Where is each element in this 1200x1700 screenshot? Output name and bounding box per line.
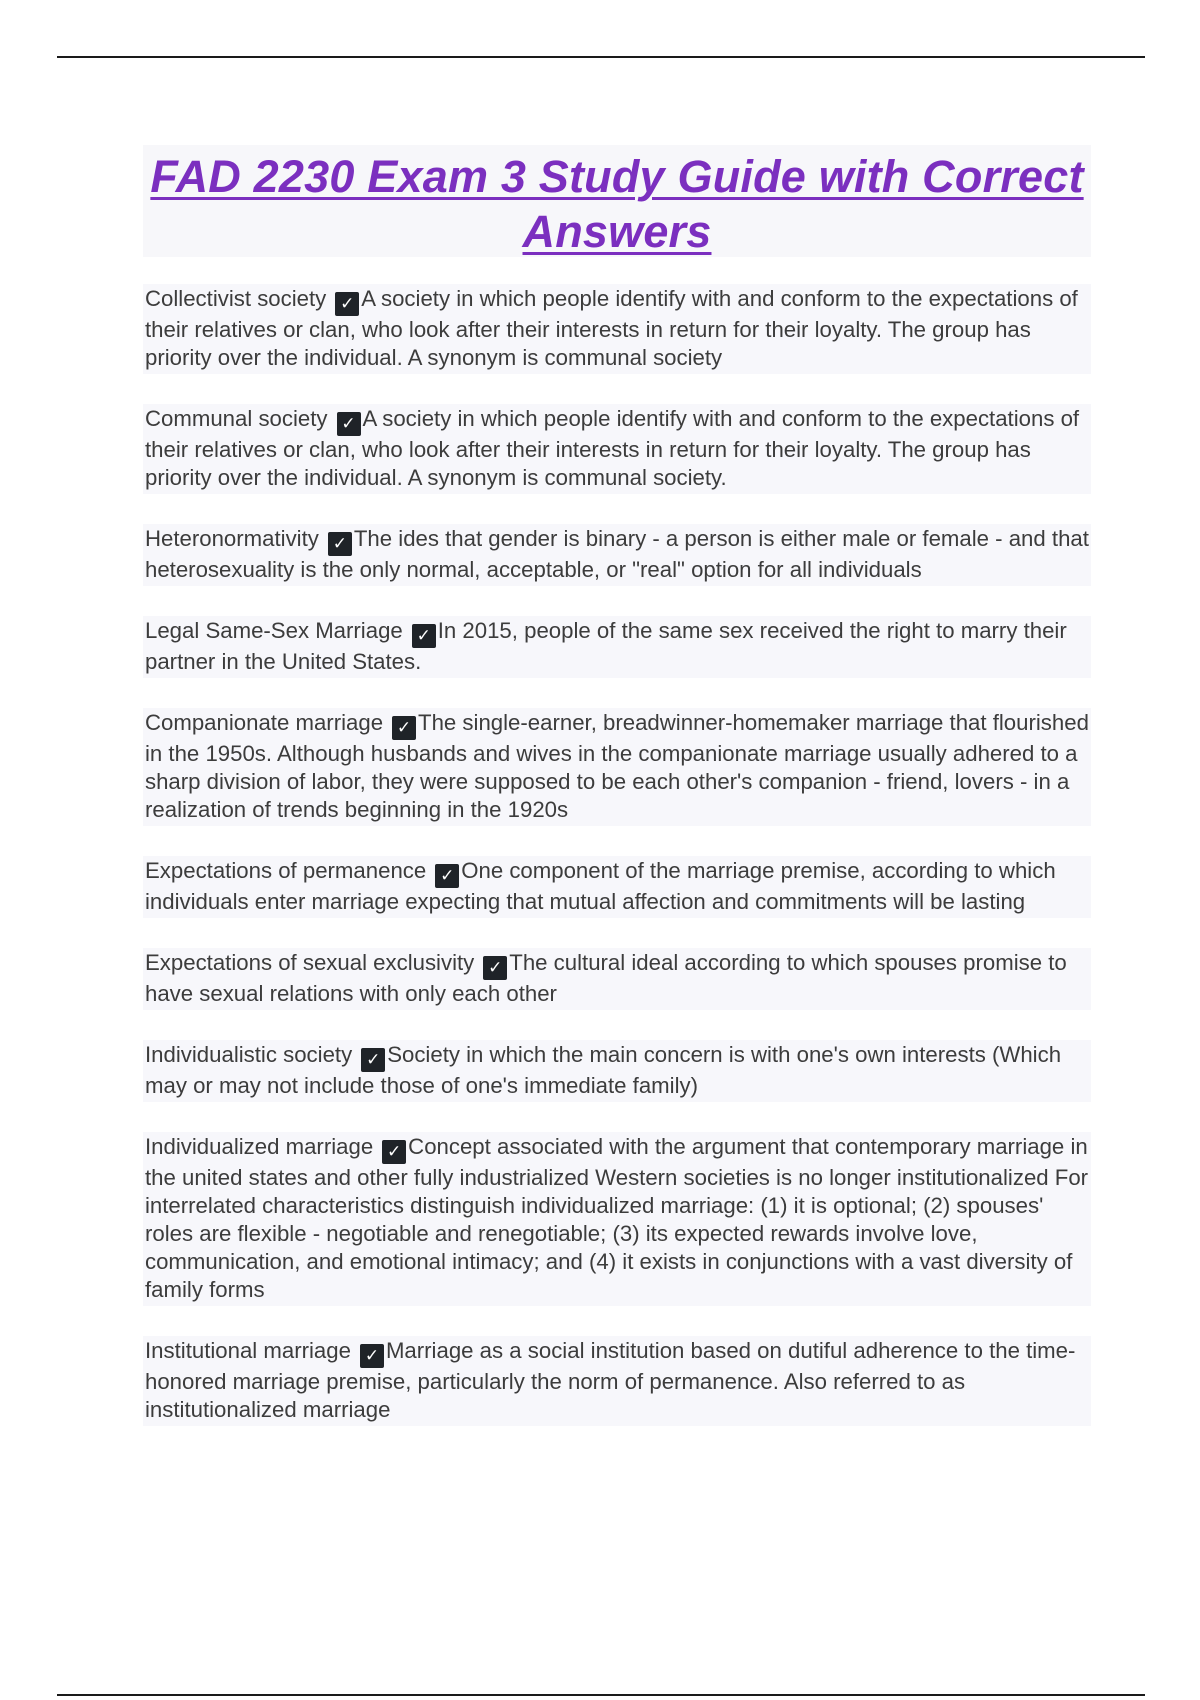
entry-heteronormativity (143, 524, 1091, 586)
check-icon: ✓ (361, 1048, 385, 1072)
check-icon: ✓ (392, 716, 416, 740)
title-box (143, 145, 1091, 257)
entry-legal-same-sex-marriage (143, 616, 1091, 678)
entry-definition: Marriage as a social institution based on dutiful adherence to the time-honored marriage premise, particularly the norm of permanence. Also referred to as institutionalized marriage (145, 1338, 1076, 1422)
entry-collectivist-society (143, 284, 1091, 374)
entry-term: Heteronormativity (145, 526, 319, 551)
entry-definition: The single-earner, breadwinner-homemaker marriage that flourished in the 1950s. Although husbands and wives in the companionate marriage usually adhered to a sharp division of labor, they were supposed to be each other's companion - friend, lovers - in a realization of trends beginning in the 1920s (145, 710, 1089, 822)
entry-definition: A society in which people identify with and conform to the expectations of their relatives or clan, who look after their interests in return for their loyalty. The group has priority over the individual. A synonym is communal society. (145, 406, 1080, 490)
entry-term: Legal Same-Sex Marriage (145, 618, 403, 643)
entry-individualistic-society (143, 1040, 1091, 1102)
check-icon: ✓ (328, 532, 352, 556)
check-icon: ✓ (360, 1344, 384, 1368)
entry-term: Companionate marriage (145, 710, 384, 735)
entry-definition: Society in which the main concern is with one's own interests (Which may or may not include those of one's immediate family) (145, 1042, 1062, 1098)
check-icon: ✓ (337, 412, 361, 436)
entry-term: Expectations of permanence (145, 858, 427, 883)
check-icon: ✓ (412, 624, 436, 648)
entry-companionate-marriage (143, 708, 1091, 826)
entry-expectations-of-permanence (143, 856, 1091, 918)
entry-term: Individualized marriage (145, 1134, 374, 1159)
entry-definition: A society in which people identify with and conform to the expectations of their relatives or clan, who look after their interests in return for their loyalty. The group has priority over the individual. A synonym is communal society (145, 286, 1078, 370)
entry-definition: One component of the marriage premise, according to which individuals enter marriage expecting that mutual affection and commitments will be lasting (145, 858, 1056, 914)
entry-definition: The cultural ideal according to which spouses promise to have sexual relations with only each other (145, 950, 1067, 1006)
check-icon: ✓ (335, 292, 359, 316)
page-title: FAD 2230 Exam 3 Study Guide with Correct Answers (150, 151, 1084, 257)
check-icon: ✓ (483, 956, 507, 980)
entry-list (143, 284, 1091, 1456)
check-icon: ✓ (382, 1140, 406, 1164)
entry-communal-society (143, 404, 1091, 494)
entry-term: Communal society (145, 406, 328, 431)
entry-term: Institutional marriage (145, 1338, 351, 1363)
entry-definition: Concept associated with the argument that contemporary marriage in the united states and other fully industrialized Western societies is no longer institutionalized For interrelated characteristics distinguish individualized marriage: (1) it is optional; (2) spouses' roles are flexible - negotiable and renegotiable; (3) its expected rewards involve love, communication, and emotional intimacy; and (4) it exists in conjunctions with a vast diversity of family forms (145, 1134, 1089, 1302)
bottom-rule (57, 1694, 1145, 1696)
entry-individualized-marriage (143, 1132, 1091, 1306)
entry-term: Collectivist society (145, 286, 327, 311)
top-rule (57, 56, 1145, 58)
entry-definition: The ides that gender is binary - a person is either male or female - and that heterosexuality is the only normal, acceptable, or "real" option for all individuals (145, 526, 1089, 582)
entry-term: Individualistic society (145, 1042, 353, 1067)
entry-definition: In 2015, people of the same sex received the right to marry their partner in the United States. (145, 618, 1067, 674)
check-icon: ✓ (435, 864, 459, 888)
entry-term: Expectations of sexual exclusivity (145, 950, 475, 975)
entry-expectations-of-sexual-exclusivity (143, 948, 1091, 1010)
entry-institutional-marriage (143, 1336, 1091, 1426)
